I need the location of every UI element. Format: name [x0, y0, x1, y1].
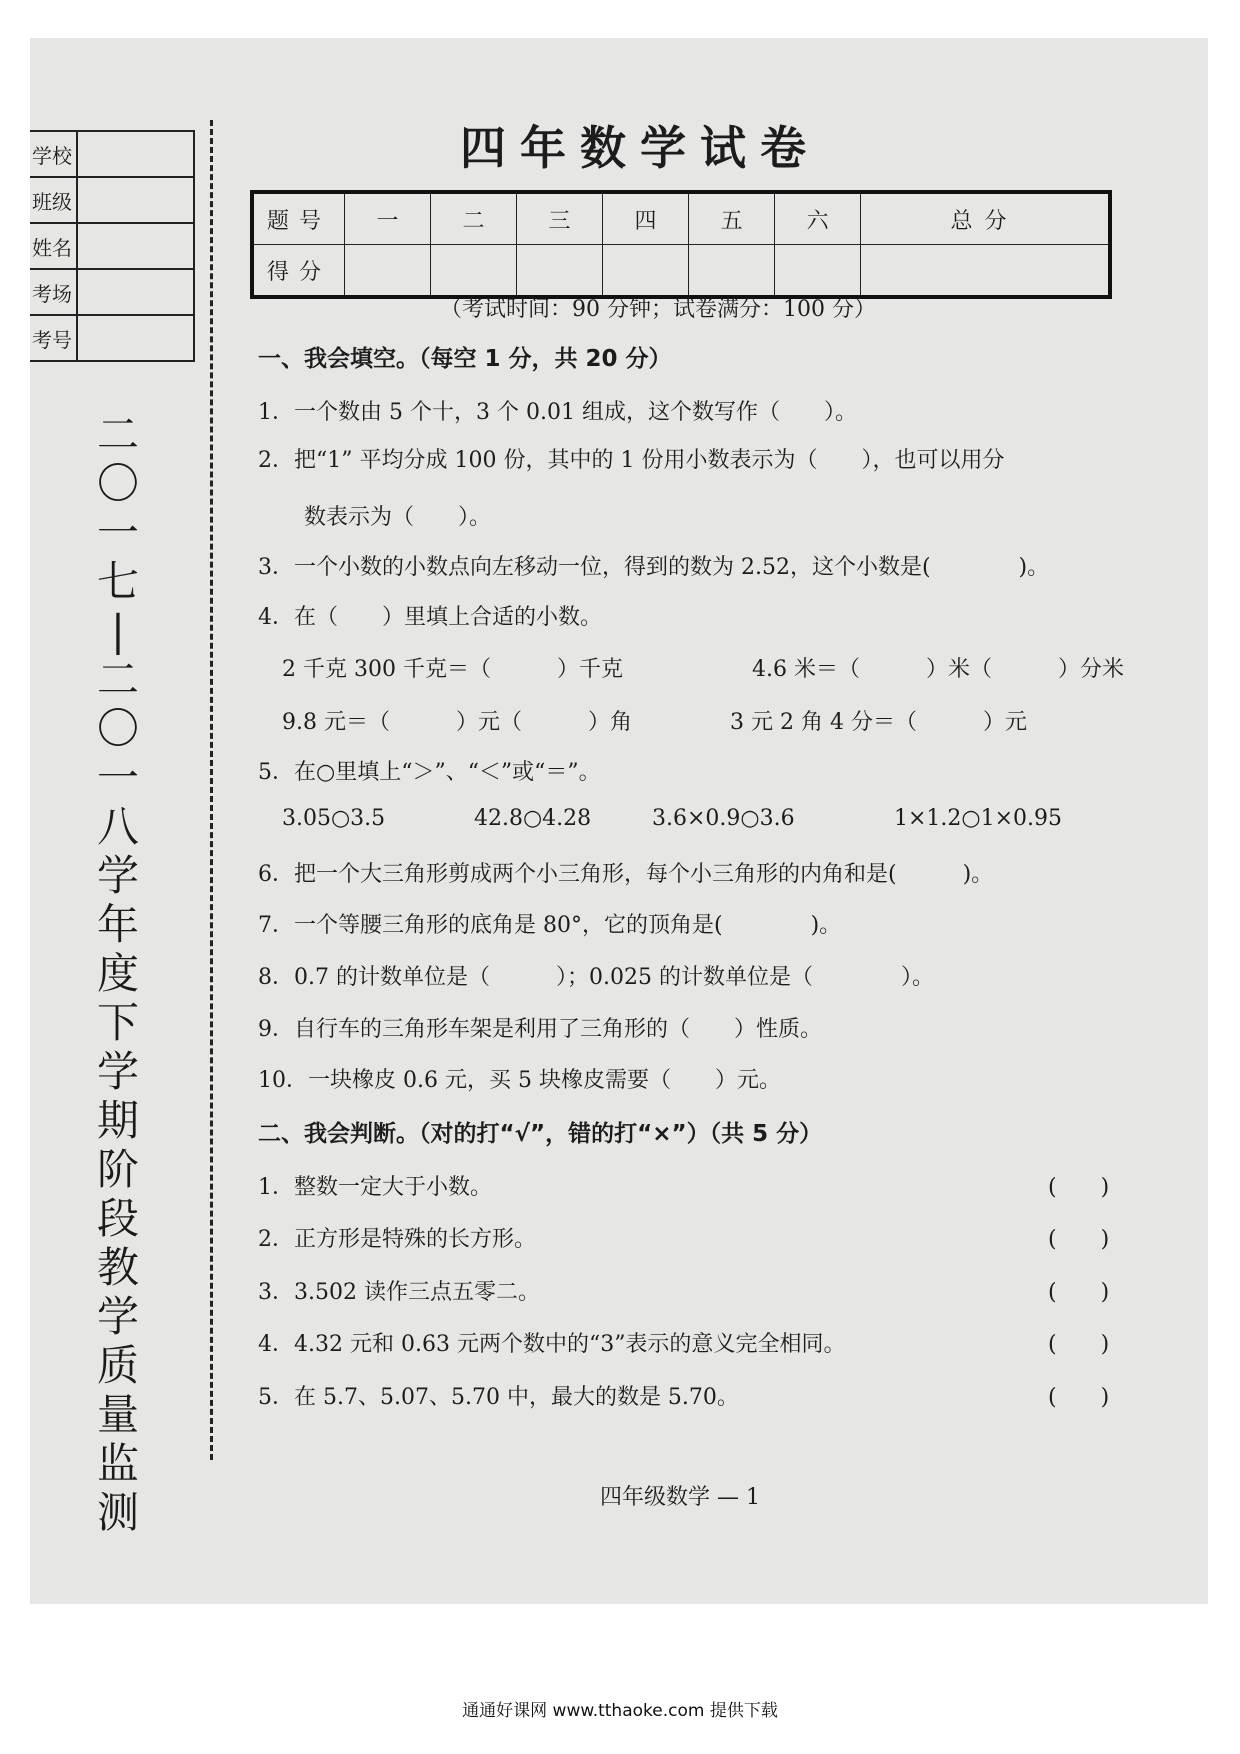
info-label-name: 姓名 [30, 223, 77, 269]
question-1-5b: 42.8○4.28 [474, 806, 592, 831]
question-1-8: 8．0.7 的计数单位是（ ）；0.025 的计数单位是（ ）。 [258, 965, 934, 990]
question-1-2: 2．把“1” 平均分成 100 份，其中的 1 份用小数表示为（ ），也可以用分 [258, 448, 1005, 473]
score-cell-total[interactable] [861, 245, 1110, 298]
question-1-2-cont: 数表示为（ ）。 [304, 505, 492, 530]
vertical-title-char: 度 [96, 949, 139, 998]
download-note: 通通好课网 www.tthaoke.com 提供下载 [462, 1701, 778, 1721]
score-cell-5[interactable] [689, 245, 775, 298]
vertical-title-char: 学 [96, 1292, 139, 1341]
vertical-title-char: 二 [96, 410, 139, 459]
question-1-4: 4．在（ ）里填上合适的小数。 [258, 605, 602, 630]
score-header-label: 题号 [252, 192, 345, 245]
info-field-name[interactable] [77, 223, 194, 269]
info-label-number: 考号 [30, 315, 77, 361]
info-label-school: 学校 [30, 131, 77, 177]
score-cell-3[interactable] [517, 245, 603, 298]
judge-item-4: 4．4.32 元和 0.63 元两个数中的“3”表示的意义完全相同。 [258, 1332, 846, 1357]
vertical-title-char: 八 [96, 802, 139, 851]
question-1-4d: 3 元 2 角 4 分＝（ ）元 [730, 710, 1027, 735]
question-1-4b: 4.6 米＝（ ）米（ ）分米 [752, 657, 1124, 682]
section-1-heading: 一、我会填空。（每空 1 分，共 20 分） [258, 346, 672, 372]
vertical-title-char: 质 [96, 1341, 139, 1390]
question-1-10: 10．一块橡皮 0.6 元，买 5 块橡皮需要（ ）元。 [258, 1068, 781, 1093]
student-info-table [30, 130, 195, 362]
question-1-5: 5．在○里填上“＞”、“＜”或“＝”。 [258, 760, 601, 785]
judge-item-3: 3．3.502 读作三点五零二。 [258, 1280, 540, 1305]
exam-title: 四年数学试卷 [460, 121, 820, 175]
score-header-4: 四 [603, 192, 689, 245]
section-2-heading: 二、我会判断。（对的打“√”，错的打“×”）（共 5 分） [258, 1121, 823, 1147]
score-table [250, 190, 1112, 299]
vertical-title-char: 监 [96, 1439, 139, 1488]
score-header-total: 总分 [861, 192, 1110, 245]
vertical-title-char: 〇 [96, 459, 139, 508]
judge-item-5: 5．在 5.7、5.07、5.70 中，最大的数是 5.70。 [258, 1385, 739, 1410]
info-label-room: 考场 [30, 269, 77, 315]
judge-answer-2[interactable]: ( ) [1048, 1227, 1110, 1252]
judge-item-2: 2．正方形是特殊的长方形。 [258, 1227, 536, 1252]
score-header-2: 二 [431, 192, 517, 245]
vertical-title-char: 年 [96, 900, 139, 949]
question-1-3: 3．一个小数的小数点向左移动一位，得到的数为 2.52，这个小数是( )。 [258, 555, 1050, 580]
vertical-school-year-title [90, 410, 146, 1537]
question-1-9: 9．自行车的三角形车架是利用了三角形的（ ）性质。 [258, 1017, 822, 1042]
vertical-title-char: 学 [96, 1047, 139, 1096]
score-cell-2[interactable] [431, 245, 517, 298]
score-row-label: 得分 [252, 245, 345, 298]
question-1-1: 1．一个数由 5 个十，3 个 0.01 组成，这个数写作（ ）。 [258, 400, 857, 425]
question-1-6: 6．把一个大三角形剪成两个小三角形，每个小三角形的内角和是( )。 [258, 862, 994, 887]
question-1-4c: 9.8 元＝（ ）元（ ）角 [282, 710, 632, 735]
vertical-title-char: 一 [96, 508, 139, 557]
info-field-school[interactable] [77, 131, 194, 177]
score-header-6: 六 [775, 192, 861, 245]
dashed-binding-line [210, 120, 213, 1460]
question-1-5a: 3.05○3.5 [282, 806, 386, 831]
vertical-title-char: | [110, 606, 126, 655]
score-cell-4[interactable] [603, 245, 689, 298]
vertical-title-char: 二 [96, 655, 139, 704]
vertical-title-char: 阶 [96, 1145, 139, 1194]
vertical-title-char: 教 [96, 1243, 139, 1292]
score-header-1: 一 [345, 192, 431, 245]
question-1-5c: 3.6×0.9○3.6 [652, 806, 795, 831]
info-label-class: 班级 [30, 177, 77, 223]
vertical-title-char: 段 [96, 1194, 139, 1243]
judge-answer-5[interactable]: ( ) [1048, 1385, 1110, 1410]
score-cell-6[interactable] [775, 245, 861, 298]
exam-time-info: （考试时间：90 分钟；试卷满分：100 分） [440, 297, 876, 322]
vertical-title-char: 量 [96, 1390, 139, 1439]
vertical-title-char: 测 [96, 1488, 139, 1537]
question-1-4a: 2 千克 300 千克＝（ ）千克 [282, 657, 623, 682]
question-1-7: 7．一个等腰三角形的底角是 80°，它的顶角是( )。 [258, 913, 842, 938]
judge-answer-3[interactable]: ( ) [1048, 1280, 1110, 1305]
vertical-title-char: 〇 [96, 704, 139, 753]
vertical-title-char: 下 [96, 998, 139, 1047]
question-1-5d: 1×1.2○1×0.95 [894, 806, 1063, 831]
score-header-3: 三 [517, 192, 603, 245]
vertical-title-char: 期 [96, 1096, 139, 1145]
info-field-class[interactable] [77, 177, 194, 223]
info-field-room[interactable] [77, 269, 194, 315]
judge-item-1: 1．整数一定大于小数。 [258, 1175, 492, 1200]
vertical-title-char: 学 [96, 851, 139, 900]
score-cell-1[interactable] [345, 245, 431, 298]
judge-answer-4[interactable]: ( ) [1048, 1332, 1110, 1357]
score-header-5: 五 [689, 192, 775, 245]
judge-answer-1[interactable]: ( ) [1048, 1175, 1110, 1200]
vertical-title-char: 七 [96, 557, 139, 606]
page-footer: 四年级数学 — 1 [600, 1485, 760, 1510]
info-field-number[interactable] [77, 315, 194, 361]
vertical-title-char: 一 [96, 753, 139, 802]
